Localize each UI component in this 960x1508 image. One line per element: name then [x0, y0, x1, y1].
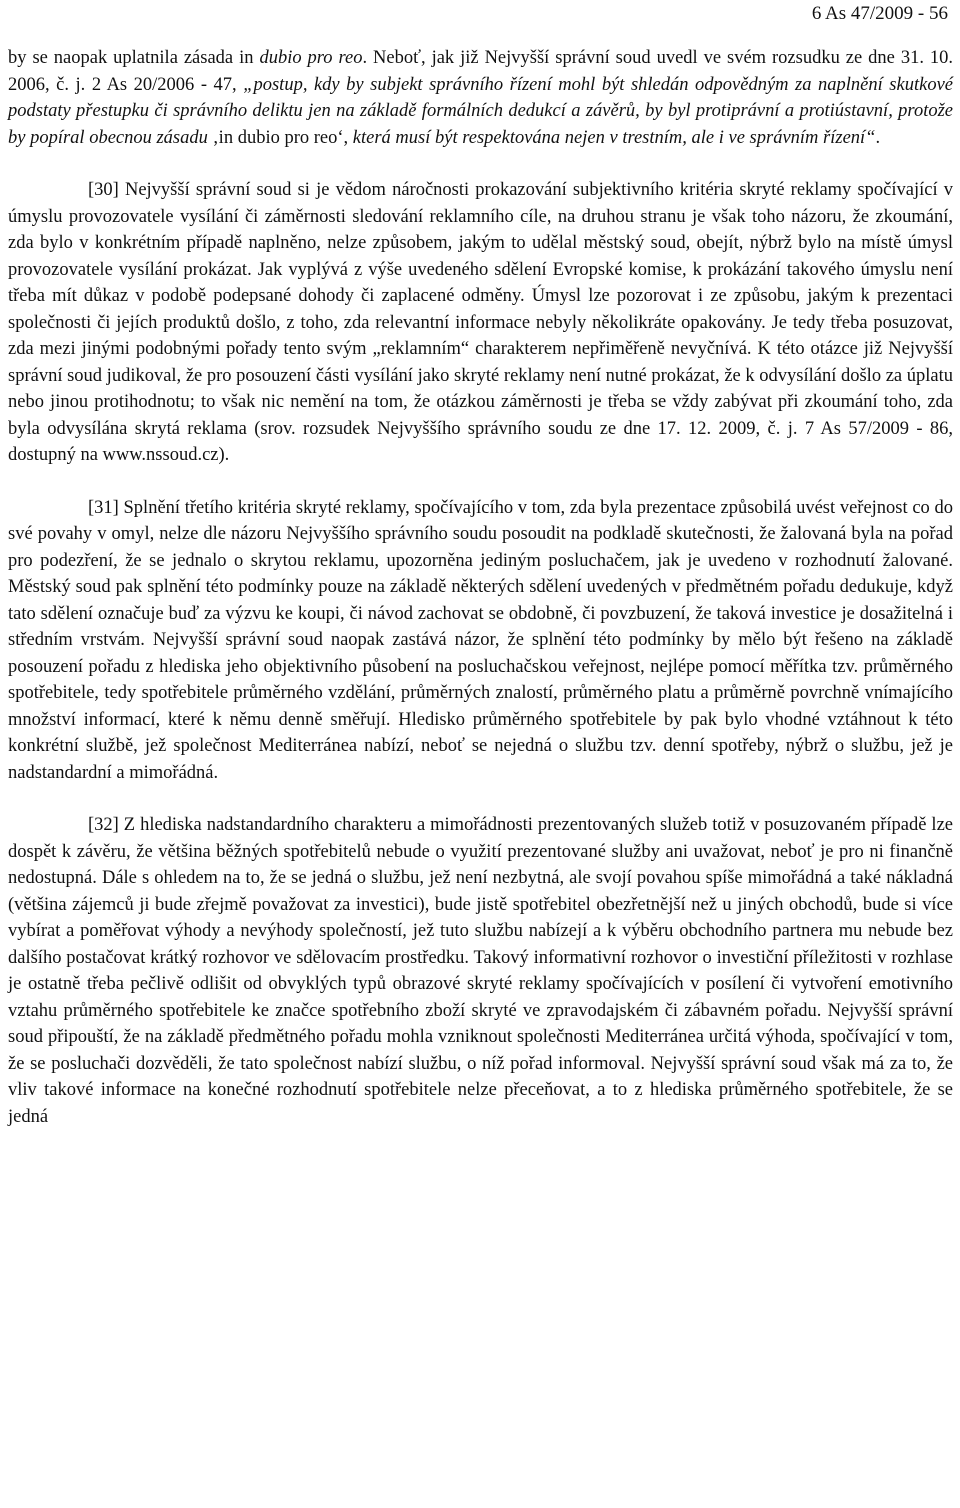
paragraph-30 — [8, 177, 953, 469]
text-run: . Neboť, jak již Nejvyšší správní soud uvedl ve svém rozsudku ze dne 31. 10. 2006, č. j. 2 As 20/2006 - 47, — [8, 48, 954, 95]
paragraph-intro — [8, 45, 953, 151]
text-run: [32] Z hlediska nadstandardního charakteru a mimořádnosti prezentovaných služeb totiž v posuzovaném případě lze dospět k závěru, že většina běžných spotřebitelů nebude o využití prezentované služby ani uvažovat, neboť je pro ni finančně nedostupná. Dále s ohledem na to, že se jedná o službu, jež není nezbytná, ale svojí povahou spíše mimořádná a také nákladná (většina zájemců ji bude zřejmě považovat za investici), bude jistě spotřebitel obezřetnější než u jiných obchodů, bude si více vybírat a poměřovat výhody a nevýhody společností, jež tuto službu nabízejí a k výběru obchodního partnera mu nebude bez dalšího postačovat krátký rozhovor ve sdělovacím prostředku. Takový informativní rozhovor o investiční příležitosti v rozhlase je ostatně třeba pečlivě odlišit od obvyklých typů obrazové skryté reklamy spočívajících v posílení či vytvoření emotivního vztahu průměrného spotřebitele ke značce spotřebního zboží skryté ve zpravodajském či zábavném pořadu. Nejvyšší správní soud připouští, že na základě předmětného pořadu mohla vzniknout společnosti Mediterránea určitá výhoda, spočívající v tom, že se posluchači dozvěděli, že tato společnost nabízí službu, o níž pořad informoval. Nejvyšší správní soud však má za to, že vliv takové informace na konečné rozhodnutí spotřebitele nelze přeceňovat, a to z hlediska průměrného spotřebitele, že se jedná — [8, 815, 953, 1127]
paragraph-32 — [8, 812, 953, 1130]
italic-text-run: dubio pro reo — [259, 48, 363, 68]
text-run: [31] Splnění třetího kritéria skryté reklamy, spočívajícího v tom, zda byla prezentace způsobilá uvést veřejnost co do své povahy v omyl, nelze dle názoru Nejvyššího správního soudu posoudit na podkladě skutečnosti, že žalovaná byla na pořad pro podezření, že se jednalo o skrytou reklamu, upozorněna jediným posluchačem, jak je uvedeno v rozhodnutí žalované. Městský soud pak splnění této podmínky pouze na základě některých sdělení uvedených v předmětném pořadu dedukuje, když tato sdělení označuje buď za výzvu ke koupi, či návod zachovat se obdobně, či povzbuzení, že taková investice je dosažitelná i středním vrstvám. Nejvyšší správní soud naopak zastává názor, že splnění této podmínky by mělo být řešeno na základě posouzení pořadu z hlediska jeho objektivního působení na posluchačskou veřejnost, nejlépe pomocí měřítka tzv. průměrného spotřebitele, tedy spotřebitele průměrného vzdělání, průměrných znalostí, průměrného platu a průměrně povrchně vnímajícího množství informací, které k němu denně směřují. Hledisko průměrného spotřebitele by pak bylo vhodné vztáhnout k této konkrétní službě, jež společnost Mediterránea nabízí, neboť se nejedná o službu tzv. denní spotřeby, nýbrž o službu, jež je nadstandardní a mimořádná. — [8, 497, 953, 783]
case-number-header: 6 As 47/2009 - 56 — [811, 3, 948, 24]
italic-text-run: „postup, kdy by subjekt správního řízení mohl být shledán odpovědným za naplnění skutkové podstaty přestupku či správního deliktu jen na základě formálních dedukcí a závěrů, by byl protiprávní a protiústavní, protože by popíral obecnou zásadu — [8, 74, 953, 148]
text-run: by se naopak uplatnila zásada in — [8, 48, 260, 68]
italic-text-run: která musí být respektována nejen v trestním, ale i ve správním řízení“ — [352, 127, 876, 148]
text-run: ‚in dubio pro reo‘, — [207, 127, 353, 148]
text-run: . — [875, 127, 881, 148]
document-body — [8, 45, 953, 1130]
paragraph-31 — [8, 495, 953, 787]
text-run: [30] Nejvyšší správní soud si je vědom náročnosti prokazování subjektivního kritéria skryté reklamy spočívající v úmyslu provozovatele vysílání či záměrnosti sledování reklamního cíle, na druhou stranu je však toho názoru, že zkoumání, zda bylo v konkrétním případě naplněno, nelze způsobem, jakým to udělal městský soud, obejít, nýbrž bylo na místě úmysl provozovatele vysílání prokázat. Jak vyplývá z výše uvedeného sdělení Evropské komise, k prokázání takového úmyslu není třeba mít důkaz v podobě podepsané dohody či zaplacené odměny. Úmysl lze pozorovat i ze způsobu, jakým k prezentaci společnosti či jejích produktů došlo, z toho, zda relevantní informace nebyly několikráte opakovány. Je tedy třeba posuzovat, zda mezi jinými podobnými pořady tento svým „reklamním“ charakterem nepřiměřeně nevyčnívá. K této otázce již Nejvyšší správní soud judikoval, že pro posouzení části vysílání jako skryté reklamy není nutné prokázat, že k odvysílání došlo za úplatu nebo jinou protihodnotu; to však nic nemění na tom, že otázkou záměrnosti je třeba se vždy zabývat při zkoumání toho, zda byla odvysílána skrytá reklama (srov. rozsudek Nejvyššího správního soudu ze dne 17. 12. 2009, č. j. 7 As 57/2009 - 86, dostupný na www.nssoud.cz). — [8, 180, 953, 465]
